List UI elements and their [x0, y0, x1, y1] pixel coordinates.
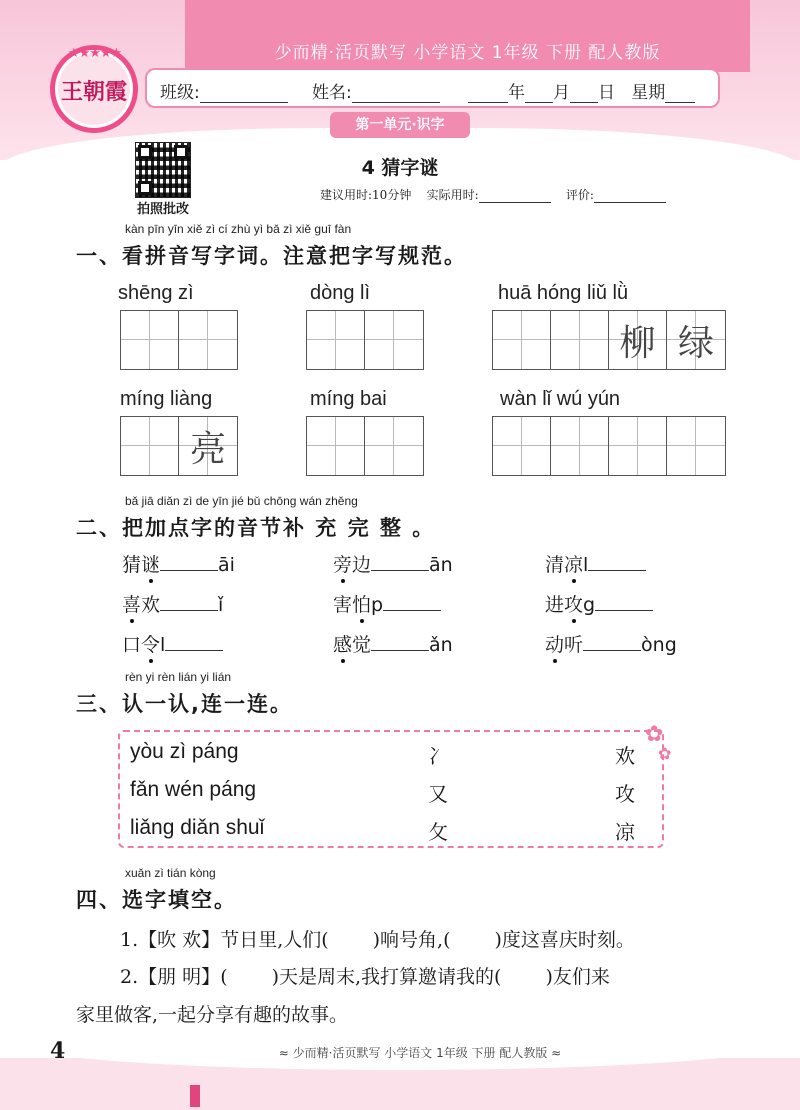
grid-cell[interactable] [307, 417, 365, 475]
writing-grid[interactable] [120, 416, 238, 476]
grid-cell[interactable] [551, 417, 609, 475]
footer-series: ≈ 少而精·活页默写 小学语文 1年级 下册 配人教版 ≈ [278, 1046, 562, 1060]
fill-item[interactable]: 感觉 ǎn [333, 634, 453, 656]
answer-blank[interactable] [588, 552, 646, 571]
rating-blank[interactable] [594, 190, 666, 203]
question-1: 1.【吹 欢】节日里,人们( )响号角,( )度这喜庆时刻。 [120, 929, 635, 951]
fill-item[interactable]: 旁边 ān [333, 554, 453, 576]
match-right-item[interactable]: 欢 [615, 744, 635, 768]
pinyin-label: wàn lǐ wú yún [500, 388, 621, 410]
weekday-blank[interactable] [665, 84, 695, 103]
day-blank[interactable] [570, 84, 598, 103]
answer-blank[interactable] [160, 592, 218, 611]
grid-cell[interactable] [121, 417, 179, 475]
writing-grid[interactable] [492, 310, 726, 370]
fill-item[interactable]: 猜谜 āi [122, 554, 235, 576]
fill-item[interactable]: 进攻g [545, 590, 653, 617]
match-left-item[interactable]: liǎng diǎn shuǐ [130, 816, 265, 839]
time-info: 建议用时:10分钟 实际用时: 评价: [320, 186, 666, 203]
unit-tab: 第一单元·识字 [330, 112, 470, 138]
flower-icon: ✿ [645, 722, 664, 747]
section4-title: 四、选字填空。 [76, 888, 237, 912]
answer-blank[interactable] [371, 552, 429, 571]
fill-item[interactable]: 口令l [122, 630, 223, 657]
writing-grid[interactable] [120, 310, 238, 370]
question-2: 2.【朋 明】( )天是周末,我打算邀请我的( )友们来 [120, 966, 610, 988]
match-left-item[interactable]: fǎn wén páng [130, 778, 257, 801]
section1-title: 一、看拼音写字词。注意把字写规范。 [76, 244, 467, 268]
actual-time-blank[interactable] [479, 190, 551, 203]
section3-pinyin: rèn yi rèn lián yi lián [125, 670, 232, 684]
match-right-item[interactable]: 攻 [615, 782, 635, 806]
section3-title: 三、认一认,连一连。 [76, 692, 293, 716]
pinyin-label: míng liàng [120, 388, 213, 410]
section2-title: 二、把加点字的音节补 充 完 整 。 [76, 516, 436, 540]
grid-cell[interactable] [609, 417, 667, 475]
flower-icon: ✿ [658, 744, 672, 763]
answer-blank[interactable] [583, 632, 641, 651]
qr-label: 拍照批改 [136, 202, 189, 217]
name-blank[interactable] [352, 84, 440, 103]
match-middle-item[interactable]: 又 [428, 782, 448, 806]
answer-blank[interactable] [165, 632, 223, 651]
grid-cell[interactable] [307, 311, 365, 369]
writing-grid[interactable] [306, 310, 424, 370]
year-blank[interactable] [468, 84, 508, 103]
question-2-continued: 家里做客,一起分享有趣的故事。 [76, 1004, 349, 1026]
match-left-item[interactable]: yòu zì páng [130, 740, 239, 763]
fill-item[interactable]: 害怕p [333, 590, 441, 617]
crown-icon: ★★★★★ [68, 46, 122, 61]
name-field[interactable]: 姓名: [312, 78, 440, 103]
footer-accent-bar [190, 1085, 200, 1107]
pinyin-label: dòng lì [310, 282, 371, 304]
writing-grid[interactable] [492, 416, 726, 476]
grid-cell[interactable]: 亮 [179, 417, 237, 475]
section1-pinyin: kàn pīn yīn xiě zì cí zhù yì bǎ zì xiě guī fàn [125, 222, 352, 236]
writing-grid[interactable] [306, 416, 424, 476]
grid-cell[interactable] [551, 311, 609, 369]
grid-cell[interactable]: 柳 [609, 311, 667, 369]
answer-blank[interactable] [383, 592, 441, 611]
grid-cell[interactable] [667, 417, 725, 475]
page-number: 4 [50, 1038, 66, 1064]
grid-cell[interactable] [121, 311, 179, 369]
logo-text: 王朝霞 [60, 79, 127, 105]
pinyin-label: shēng zì [118, 282, 194, 304]
grid-cell[interactable] [365, 311, 423, 369]
qr-code-icon[interactable] [135, 142, 191, 198]
pinyin-label: huā hóng liǔ lǜ [498, 282, 629, 304]
class-blank[interactable] [200, 84, 288, 103]
month-blank[interactable] [525, 84, 553, 103]
series-title: 少而精·活页默写 小学语文 1年级 下册 配人教版 [274, 43, 661, 63]
fill-item[interactable]: 清凉l [545, 550, 646, 577]
section4-pinyin: xuǎn zì tián kòng [125, 866, 216, 880]
fill-item[interactable]: 喜欢 ǐ [122, 594, 224, 616]
grid-cell[interactable]: 绿 [667, 311, 725, 369]
match-middle-item[interactable]: 冫 [428, 744, 448, 768]
match-right-item[interactable]: 凉 [615, 820, 635, 844]
grid-cell[interactable] [365, 417, 423, 475]
answer-blank[interactable] [371, 632, 429, 651]
fill-item[interactable]: 动听 òng [545, 634, 677, 656]
answer-blank[interactable] [160, 552, 218, 571]
grid-cell[interactable] [179, 311, 237, 369]
section2-pinyin: bǎ jiā diǎn zì de yīn jié bǔ chōng wán zhěng [125, 494, 358, 508]
match-middle-item[interactable]: 攵 [428, 820, 448, 844]
pinyin-label: míng bai [310, 388, 387, 410]
grid-cell[interactable] [493, 311, 551, 369]
answer-blank[interactable] [595, 592, 653, 611]
class-field[interactable]: 班级: [160, 78, 288, 103]
lesson-title: 4 猜字谜 [361, 157, 439, 179]
grid-cell[interactable] [493, 417, 551, 475]
date-field[interactable]: 年 月 日 星期 [468, 78, 695, 103]
